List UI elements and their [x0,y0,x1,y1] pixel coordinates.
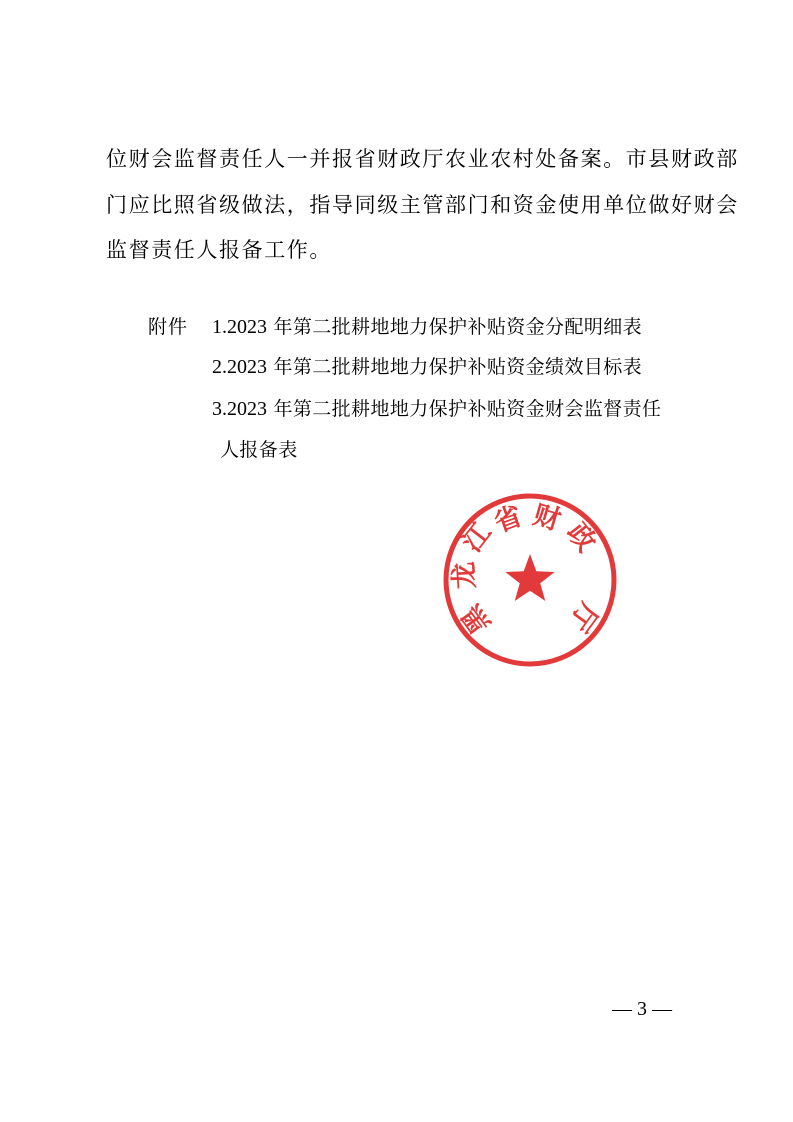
attachments-label: 附件 [148,316,189,338]
attachment-item-2-text: 年第二批耕地地力保护补贴资金绩效目标表 [267,356,643,378]
seal-star-icon [505,554,554,601]
seal-char-6: 政 [560,517,602,558]
attachment-item-3-continuation: 人报备表 [220,439,298,461]
attachment-item-2-number: 2.2023 [212,356,267,378]
official-seal [440,490,620,670]
seal-char-5: 财 [529,499,565,537]
page-number: — 3 — [612,998,672,1020]
seal-char-2: 龙 [448,560,482,590]
body-line-1: 位财会监督责任人一并报省财政厅农业农村处备案。市县财政部 [106,147,739,171]
attachment-item-3-number: 3.2023 [212,398,267,420]
seal-char-7: 厅 [562,597,604,638]
attachment-item-3 [212,394,661,421]
attachment-item-2 [212,352,642,379]
attachments-block [148,312,708,472]
attachment-item-1-number: 1.2023 [212,316,267,338]
body-paragraph [106,143,739,273]
seal-char-3: 江 [456,517,498,558]
seal-char-1: 黑 [455,598,497,640]
attachment-item-1-text: 年第二批耕地地力保护补贴资金分配明细表 [267,316,643,338]
seal-char-4: 省 [490,500,527,539]
attachment-item-3-text: 年第二批耕地地力保护补贴资金财会监督责任 [267,398,662,420]
attachment-item-1 [212,312,642,339]
body-line-3: 监督责任人报备工作。 [106,238,332,262]
body-line-2: 门应比照省级做法，指导同级主管部门和资金使用单位做好财会 [106,193,739,217]
